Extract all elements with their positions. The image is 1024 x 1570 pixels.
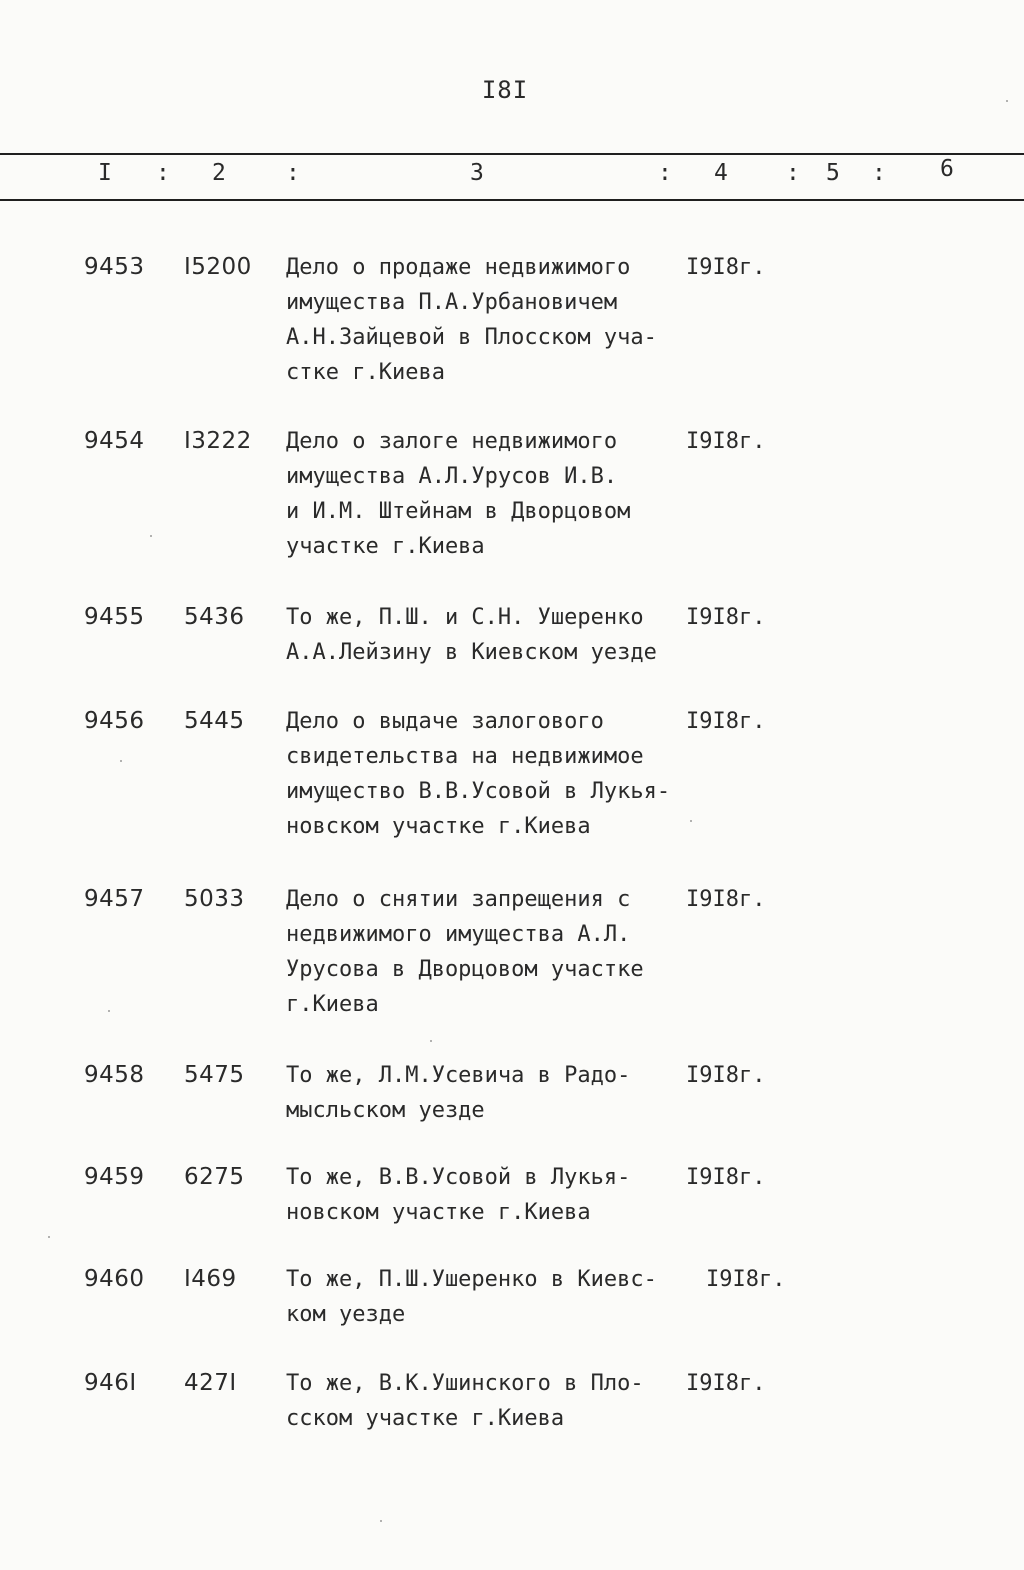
scan-speck: [48, 1236, 50, 1238]
description-line: Дело о выдаче залогового: [286, 709, 604, 734]
page-number: I8I: [481, 76, 529, 104]
description-line: новском участке г.Киева: [286, 814, 591, 839]
column-header-6: 6: [940, 156, 954, 182]
entry-description: [286, 882, 706, 1022]
description-line: То же, В.В.Усовой в Лукья-: [286, 1165, 631, 1190]
entry-code: 5445: [184, 708, 245, 734]
column-header-row: [0, 156, 1024, 196]
description-line: свидетельства на недвижимое: [286, 744, 644, 769]
entry-year: I9I8г.: [686, 429, 766, 454]
header-bottom-rule: [0, 199, 1024, 201]
entry-code: 5033: [184, 886, 245, 912]
scan-speck: [380, 1520, 382, 1522]
scan-speck: [120, 760, 122, 762]
entry-year: I9I8г.: [686, 255, 766, 280]
entry-number: 9456: [84, 708, 145, 734]
description-line: Дело о залоге недвижимого: [286, 429, 618, 454]
entry-year: I9I8г.: [686, 1063, 766, 1088]
description-line: имущество В.В.Усовой в Лукья-: [286, 779, 671, 804]
entry-number: 9458: [84, 1062, 145, 1088]
description-line: Дело о снятии запрещения с: [286, 887, 631, 912]
entry-code: 427I: [184, 1370, 237, 1396]
entry-year: I9I8г.: [706, 1267, 786, 1292]
column-header-2: 2: [212, 160, 226, 186]
column-header-5: 5: [826, 160, 840, 186]
entry-description: [286, 1058, 706, 1128]
description-line: А.Н.Зайцевой в Плосском уча-: [286, 325, 657, 350]
column-separator: :: [286, 160, 300, 186]
scan-speck: [1006, 100, 1008, 102]
entry-number: 946I: [84, 1370, 137, 1396]
description-line: новском участке г.Киева: [286, 1200, 591, 1225]
column-header-4: 4: [714, 160, 728, 186]
column-header-3: 3: [470, 160, 484, 186]
header-top-rule: [0, 153, 1024, 155]
description-line: То же, П.Ш.Ушеренко в Киевс-: [286, 1267, 657, 1292]
entry-year: I9I8г.: [686, 1371, 766, 1396]
entry-year: I9I8г.: [686, 709, 766, 734]
scan-speck: [430, 1040, 432, 1042]
entry-number: 9459: [84, 1164, 145, 1190]
description-line: и И.М. Штейнам в Дворцовом: [286, 499, 631, 524]
entry-code: I469: [184, 1266, 237, 1292]
entry-year: I9I8г.: [686, 605, 766, 630]
scan-speck: [150, 535, 152, 537]
column-separator: :: [872, 160, 886, 186]
entry-code: I3222: [184, 428, 252, 454]
description-line: имущества П.А.Урбановичем: [286, 290, 618, 315]
entry-year: I9I8г.: [686, 887, 766, 912]
entry-description: [286, 600, 706, 670]
column-separator: :: [658, 160, 672, 186]
description-line: стке г.Киева: [286, 360, 445, 385]
scan-speck: [108, 1010, 110, 1012]
entry-description: [286, 424, 706, 564]
entry-code: 5475: [184, 1062, 245, 1088]
description-line: мысльском уезде: [286, 1098, 485, 1123]
description-line: То же, П.Ш. и С.Н. Ушеренко: [286, 605, 644, 630]
description-line: имущества А.Л.Урусов И.В.: [286, 464, 618, 489]
description-line: сском участке г.Киева: [286, 1406, 565, 1431]
description-line: г.Киева: [286, 992, 379, 1017]
entry-number: 9453: [84, 254, 145, 280]
column-separator: :: [156, 160, 170, 186]
entry-year: I9I8г.: [686, 1165, 766, 1190]
description-line: Урусова в Дворцовом участке: [286, 957, 644, 982]
entry-description: [286, 1160, 706, 1230]
entry-number: 9454: [84, 428, 145, 454]
entry-description: [286, 704, 706, 844]
description-line: недвижимого имущества А.Л.: [286, 922, 631, 947]
column-header-1: I: [98, 160, 112, 186]
entry-code: 5436: [184, 604, 245, 630]
entry-number: 9455: [84, 604, 145, 630]
entry-description: [286, 250, 706, 390]
entry-number: 9457: [84, 886, 145, 912]
entry-code: 6275: [184, 1164, 245, 1190]
entry-code: I5200: [184, 254, 252, 280]
description-line: То же, В.К.Ушинского в Пло-: [286, 1371, 644, 1396]
description-line: Дело о продаже недвижимого: [286, 255, 631, 280]
description-line: ком уезде: [286, 1302, 406, 1327]
description-line: А.А.Лейзину в Киевском уезде: [286, 640, 657, 665]
description-line: участке г.Киева: [286, 534, 485, 559]
entry-number: 9460: [84, 1266, 145, 1292]
scan-speck: [690, 820, 692, 822]
entry-description: [286, 1262, 706, 1332]
column-separator: :: [786, 160, 800, 186]
description-line: То же, Л.М.Усевича в Радо-: [286, 1063, 631, 1088]
entry-description: [286, 1366, 706, 1436]
